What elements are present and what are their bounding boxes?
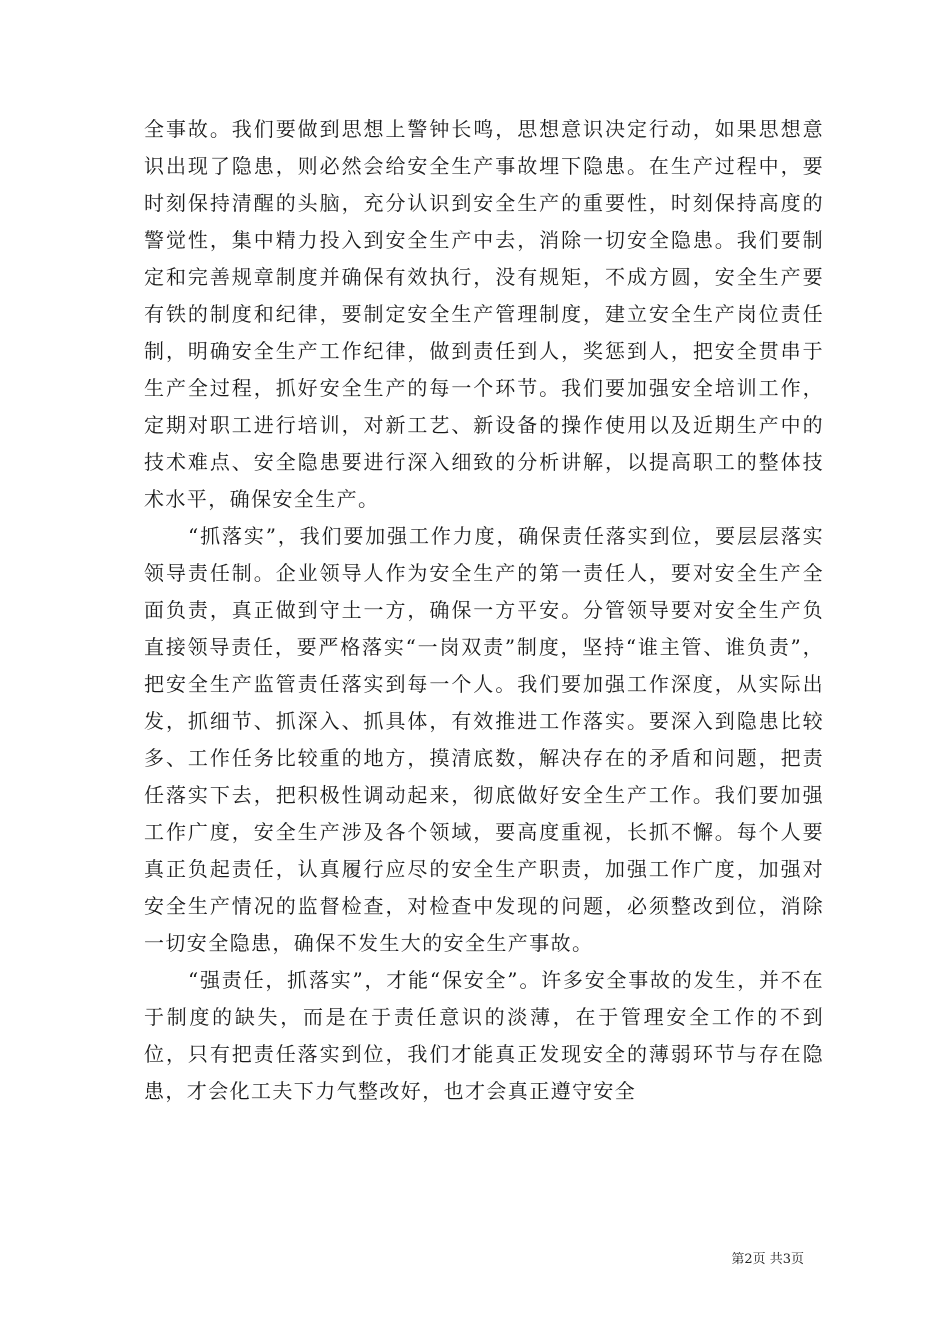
paragraph-1: 全事故。我们要做到思想上警钟长鸣，思想意识决定行动，如果思想意识出现了隐患，则必然会给安全生产事故埋下隐患。在生产过程中，要时刻保持清醒的头脑，充分认识到安全生产的重要性，时刻保持高度的警觉性，集中精力投入到安全生产中去，消除一切安全隐患。我们要制定和完善规章制度并确保有效执行，没有规矩，不成方圆，安全生产要有铁的制度和纪律，要制定安全生产管理制度，建立安全生产岗位责任制，明确安全生产工作纪律，做到责任到人，奖惩到人，把安全贯串于生产全过程，抓好安全生产的每一个环节。我们要加强安全培训工作，定期对职工进行培训，对新工艺、新设备的操作使用以及近期生产中的技术难点、安全隐患要进行深入细致的分析讲解，以提高职工的整体技术水平，确保安全生产。 — [144, 117, 824, 511]
document-body — [144, 111, 824, 1110]
page-number-footer: 第2页 共3页 — [731, 1252, 804, 1267]
paragraph-3: “强责任，抓落实”，才能“保安全”。许多安全事故的发生，并不在于制度的缺失，而是在于责任意识的淡薄，在于管理安全工作的不到位，只有把责任落实到位，我们才能真正发现安全的薄弱环节与存在隐患，才会化工夫下力气整改好，也才会真正遵守安全 — [144, 968, 824, 1103]
paragraph-2: “抓落实”，我们要加强工作力度，确保责任落实到位，要层层落实领导责任制。企业领导人作为安全生产的第一责任人，要对安全生产全面负责，真正做到守土一方，确保一方平安。分管领导要对安全生产负直接领导责任，要严格落实“一岗双责”制度，坚持“谁主管、谁负责”，把安全生产监管责任落实到每一个人。我们要加强工作深度，从实际出发，抓细节、抓深入、抓具体，有效推进工作落实。要深入到隐患比较多、工作任务比较重的地方，摸清底数，解决存在的矛盾和问题，把责任落实下去，把积极性调动起来，彻底做好安全生产工作。我们要加强工作广度，安全生产涉及各个领域，要高度重视，长抓不懈。每个人要真正负起责任，认真履行应尽的安全生产职责，加强工作广度，加强对安全生产情况的监督检查，对检查中发现的问题，必须整改到位，消除一切安全隐患，确保不发生大的安全生产事故。 — [144, 524, 824, 955]
